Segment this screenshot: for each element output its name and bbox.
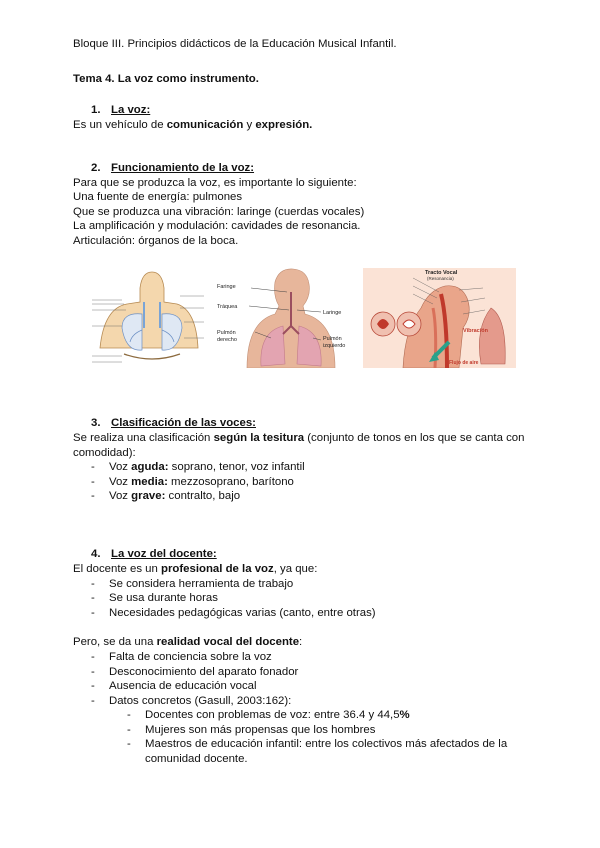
pulmon-izquierdo-label: Pulmón [323, 336, 342, 342]
pulmon-derecho-label: Pulmón [217, 330, 236, 336]
laringe-label: Laringe [323, 310, 342, 316]
section-4-number: 4. [91, 548, 101, 560]
vocal-reality-item: - Desconocimiento del aparato fonador [91, 666, 299, 678]
flujo-de-aire-label: Flujo de aire [449, 360, 479, 366]
vocal-tract-figure [363, 268, 516, 368]
data-subitem: - Mujeres son más propensas que los hombres [127, 724, 376, 736]
section-2-heading [91, 161, 254, 176]
section-2-line: La amplificación y modulación: cavidades de resonancia. [73, 220, 361, 232]
section-1-title: La voz: [111, 104, 151, 116]
torso-lungs-figure [217, 266, 360, 368]
section-2-line: Articulación: órganos de la boca. [73, 235, 239, 247]
section-4-text-2: Pero, se da una realidad vocal del docente: [73, 636, 303, 648]
tracto-vocal-subtitle: (Resonancia) [427, 276, 454, 281]
page-title: Tema 4. La voz como instrumento. [73, 73, 259, 85]
vocal-reality-item: - Ausencia de educación vocal [91, 680, 257, 692]
section-4-heading [91, 547, 217, 562]
section-4-text: El docente es un profesional de la voz, ya que: [73, 563, 318, 575]
voice-type-item: - Voz aguda: soprano, tenor, voz infantil [91, 461, 305, 473]
section-1-heading [91, 103, 150, 118]
vibracion-label: Vibración [463, 328, 488, 334]
section-2-line: Una fuente de energía: pulmones [73, 191, 243, 203]
data-subitem: - Maestros de educación infantil: entre los colectivos más afectados de la [127, 738, 508, 750]
tracto-vocal-title: Tracto Vocal [425, 270, 458, 276]
page-header: Bloque III. Principios didácticos de la Educación Musical Infantil. [73, 38, 397, 50]
section-1-number: 1. [91, 104, 101, 116]
teacher-voice-item: - Se usa durante horas [91, 592, 218, 604]
respiratory-system-figure [92, 268, 204, 368]
voice-type-item: - Voz media: mezzosoprano, barítono [91, 476, 294, 488]
section-1-text: Es un vehículo de comunicación y expresión. [73, 119, 313, 131]
section-2-title: Funcionamiento de la voz: [111, 162, 255, 174]
section-2-number: 2. [91, 162, 101, 174]
traquea-label: Tráquea [217, 304, 238, 310]
vocal-reality-item: - Datos concretos (Gasull, 2003:162): [91, 695, 292, 707]
vocal-reality-item: - Falta de conciencia sobre la voz [91, 651, 272, 663]
section-4-title: La voz del docente: [111, 548, 217, 560]
pulmon-izquierdo-label-2: izquierdo [323, 343, 346, 349]
section-3-number: 3. [91, 417, 101, 429]
teacher-voice-item: - Necesidades pedagógicas varias (canto, entre otras) [91, 607, 376, 619]
data-subitem-continuation: comunidad docente. [145, 753, 248, 765]
data-subitem: - Docentes con problemas de voz: entre 36.4 y 44,5% [127, 709, 410, 721]
section-3-text: Se realiza una clasificación según la tesitura (conjunto de tonos en los que se canta con [73, 432, 525, 444]
faringe-label: Faringe [217, 284, 236, 290]
voice-type-item: - Voz grave: contralto, bajo [91, 490, 241, 502]
section-3-text-2: comodidad): [73, 447, 136, 459]
teacher-voice-item: - Se considera herramienta de trabajo [91, 578, 294, 590]
section-3-heading [91, 416, 256, 431]
pulmon-derecho-label-2: derecho [217, 337, 237, 343]
section-3-title: Clasificación de las voces: [111, 417, 256, 429]
section-2-line: Para que se produzca la voz, es importante lo siguiente: [73, 177, 357, 189]
section-2-line: Que se produzca una vibración: laringe (cuerdas vocales) [73, 206, 365, 218]
